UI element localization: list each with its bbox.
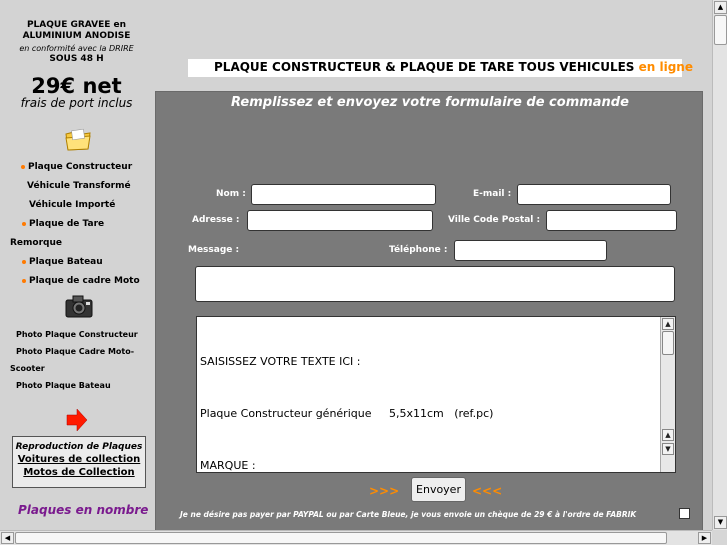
banner-text	[214, 60, 693, 74]
email-label: E-mail :	[473, 189, 512, 199]
banner-highlight: en ligne	[638, 60, 693, 74]
nav-label: Plaque Constructeur	[28, 162, 133, 172]
scrollbar-corner	[712, 530, 727, 545]
nav-label: Remorque	[10, 238, 62, 248]
scroll-thumb[interactable]	[15, 532, 667, 544]
repro-box	[12, 436, 146, 488]
scroll-thumb[interactable]	[714, 15, 727, 45]
link-motos-collection[interactable]: Motos de Collection	[23, 467, 135, 478]
scroll-thumb[interactable]	[662, 331, 674, 355]
left-sidebar	[0, 0, 153, 532]
nom-label: Nom :	[216, 189, 246, 199]
link-voitures-collection[interactable]: Voitures de collection	[17, 454, 141, 465]
header-banner	[188, 59, 693, 77]
send-arrows-right: <<<	[472, 484, 503, 498]
texte-line: SAISISSEZ VOTRE TEXTE ICI :	[200, 355, 361, 369]
message-textarea[interactable]	[195, 266, 675, 302]
cheque-checkbox[interactable]	[679, 508, 690, 519]
nav-plaque-cadre-moto[interactable]	[22, 276, 140, 286]
email-input[interactable]	[517, 184, 671, 205]
envoyer-button[interactable]: Envoyer	[411, 477, 466, 502]
adresse-label: Adresse :	[192, 215, 240, 225]
scroll-down-icon[interactable]: ▼	[714, 516, 727, 529]
scroll-down-icon[interactable]: ▼	[662, 443, 674, 455]
texte-textarea[interactable]	[196, 316, 676, 473]
plaque-title-line2: ALUMINIUM ANODISE	[22, 31, 131, 41]
arrow-right-icon	[66, 408, 88, 432]
scroll-right-icon[interactable]: ▶	[698, 532, 711, 544]
plaques-en-nombre-link[interactable]: Plaques en nombre	[18, 503, 149, 517]
scroll-up-icon[interactable]: ▲	[662, 318, 674, 330]
texte-scrollbar[interactable]	[660, 317, 675, 472]
nav-label: Véhicule Transformé	[27, 181, 131, 191]
nav-vehicule-transforme[interactable]	[27, 181, 131, 191]
ville-label: Ville Code Postal :	[448, 215, 541, 225]
nav-plaque-de-tare[interactable]	[22, 219, 104, 229]
message-label: Message :	[188, 245, 240, 255]
plaque-title	[0, 20, 153, 42]
nav-label: Plaque Bateau	[29, 257, 103, 267]
scroll-up-icon[interactable]: ▲	[662, 429, 674, 441]
photo-plaque-constructeur[interactable]: Photo Plaque Constructeur	[16, 330, 138, 339]
nav-label: Plaque de Tare	[29, 219, 105, 229]
scroll-up-icon[interactable]: ▲	[714, 1, 727, 14]
bullet-dot	[22, 222, 26, 226]
nav-plaque-constructeur[interactable]	[21, 162, 132, 172]
nav-vehicule-importe[interactable]	[29, 200, 115, 210]
plaque-title-line1: PLAQUE GRAVEE en	[26, 20, 127, 30]
bullet-dot	[22, 260, 26, 264]
camera-icon	[64, 293, 94, 319]
shipping-text: frais de port inclus	[20, 96, 133, 110]
order-form	[155, 91, 703, 532]
banner-main: PLAQUE CONSTRUCTEUR & PLAQUE DE TARE TOUS VEHICULES	[214, 60, 635, 74]
nav-remorque[interactable]	[10, 238, 62, 248]
photo-plaque-cadre-moto-scooter[interactable]: Scooter	[10, 364, 45, 373]
send-arrows-left: >>>	[369, 484, 400, 498]
texte-content	[200, 319, 493, 473]
telephone-label: Téléphone :	[389, 245, 448, 255]
bullet-dot	[22, 279, 26, 283]
photo-plaque-bateau[interactable]: Photo Plaque Bateau	[16, 381, 111, 390]
photo-plaque-cadre-moto[interactable]: Photo Plaque Cadre Moto-	[16, 347, 135, 356]
page-vertical-scrollbar[interactable]	[712, 0, 727, 530]
repro-title: Reproduction de Plaques	[15, 442, 143, 452]
paypal-note: Je ne désire pas payer par PAYPAL ou par Carte Bleue, je vous envoie un chèque de 29 € à l'ordre de FABRIK	[180, 510, 637, 519]
adresse-input[interactable]	[247, 210, 433, 231]
price-text: 29€ net	[31, 74, 122, 98]
texte-line: Plaque Constructeur générique 5,5x11cm (ref.pc)	[200, 407, 494, 421]
nav-label: Véhicule Importé	[29, 200, 116, 210]
ville-code-postal-input[interactable]	[546, 210, 677, 231]
form-title: Remplissez et envoyez votre formulaire de commande	[231, 95, 629, 110]
nav-label: Plaque de cadre Moto	[29, 276, 140, 286]
nav-plaque-bateau[interactable]	[22, 257, 103, 267]
nom-input[interactable]	[251, 184, 436, 205]
conformite-text: en conformité avec la DRIRE	[19, 44, 134, 53]
telephone-input[interactable]	[454, 240, 607, 261]
scroll-left-icon[interactable]: ◀	[1, 532, 14, 544]
delay-text: SOUS 48 H	[49, 54, 104, 64]
page-horizontal-scrollbar[interactable]	[0, 530, 712, 545]
texte-line: MARQUE :	[200, 458, 256, 472]
bullet-dot	[21, 165, 25, 169]
folder-icon	[64, 128, 92, 152]
